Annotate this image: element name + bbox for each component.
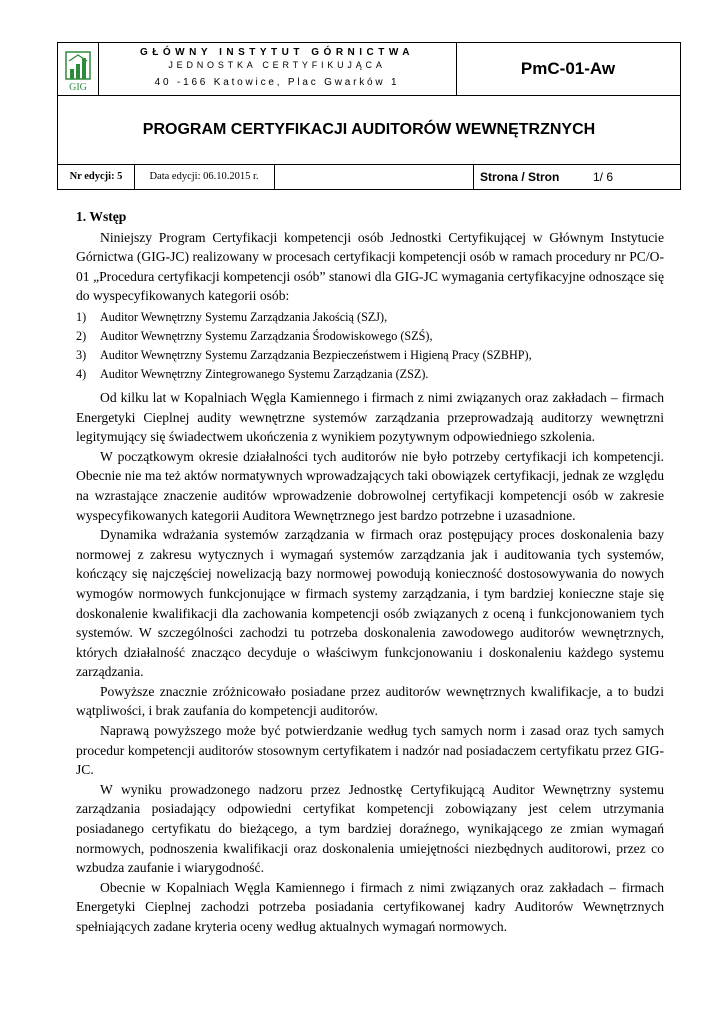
paragraph: Obecnie w Kopalniach Węgla Kamiennego i firmach z nimi związanych oraz zakładach – firmach Energetyki Cieplnej zachodzi potrzeba posiadania certyfikowanej kadry Auditorów Wewnętrznych spełniających zadane kryteria oceny według aktualnych wymagań normowych. [76,879,664,934]
paragraph: W wyniku prowadzonego nadzoru przez Jednostkę Certyfikującą Auditor Wewnętrzny systemu zarządzania posiadający odpowiedni certyfikat kompetencji zobowiązany jest celem utrzymania posiadanego certyfikatu do bieżącego, a tym bardziej doraźnego, wynikającego ze zmian wymagań normowych, podnoszenia kwalifikacji oraz doskonalenia umiejętności niezbędnych auditorowi, przez co wzbudza zaufanie i wiarygodność. [76,781,664,876]
edition-date: Data edycji: 06.10.2015 r. [134,164,275,189]
header-bottom-row [58,164,680,189]
paragraph: W początkowym okresie działalności tych auditorów nie było potrzeby certyfikacji ich kompetencji. Obecnie nie ma też aktów normatywnych wprowadzających taki obowiązek certyfikacji, jednak ze względu na wzrastające znaczenie auditów wprowadzenie dobrowolnej certyfikacji kompetencji osób w zakresie wyspecyfikowanych kategorii Auditora Wewnętrznego jest bardzo potrzebne i uzasadnione. [76,448,664,523]
list-item: 4) Auditor Wewnętrzny Zintegrowanego Systemu Zarządzania (ZSZ). [76,366,429,381]
intro-paragraph: Niniejszy Program Certyfikacji kompetencji osób Jednostki Certyfikującej w Głównym Instytucie Górnictwa (GIG-JC) realizowany w procesach certyfikacji kompetencji osób w ramach procedury nr PC/O-01 „Procedura certyfikacji kompetencji osób” stanowi dla GIG-JC wymagania certyfikacyjne odnoszące się do wyspecyfikowanych kategorii osób: [76,229,664,304]
institute-name: GŁÓWNY INSTYTUT GÓRNICTWA [140,47,414,58]
edition-number: Nr edycji: 5 [58,164,135,189]
document-body [76,207,664,937]
page-number: 1/ 6 [593,169,614,184]
unit-name: JEDNOSTKA CERTYFIKUJĄCA [168,60,386,70]
section-title: 1. Wstęp [76,209,127,224]
category-list [76,308,664,384]
document-header [57,42,681,190]
document-title: PROGRAM CERTYFIKACJI AUDITORÓW WEWNĘTRZNYCH [58,95,680,165]
page-label: Strona / Stron [480,169,560,184]
gig-logo [58,43,99,95]
svg-text:GIG: GIG [69,82,87,93]
header-top-row [58,43,680,96]
paragraph: Od kilku lat w Kopalniach Węgla Kamiennego i firmach z nimi związanych oraz zakładach – firmach Energetyki Cieplnej audity wewnętrzne systemów zarządzania przeprowadzają auditorzy wewnętrzni legitymujący się świadectwem ukończenia z wynikiem pozytywnym odpowiedniego szkolenia. [76,389,664,445]
document-code: PmC-01-Aw [520,59,616,78]
paragraph: Naprawą powyższego może być potwierdzanie według tych samych norm i zasad oraz tych samych procedur kompetencji auditorów stosownym certyfikatem i nadzór nad posiadaczem certyfikatu przez GIG-JC. [76,723,664,778]
paragraph: Powyższe znacznie zróżnicowało posiadane przez auditorów wewnętrznych kwalifikacje, a to budzi wątpliwości, i brak zaufania do kompetencji auditorów. [76,683,664,719]
list-item: 1) Auditor Wewnętrzny Systemu Zarządzania Jakością (SZJ), [76,309,388,324]
paragraph: Dynamika wdrażania systemów zarządzania w firmach oraz postępujący proces doskonalenia bazy normowej z zakresu wytycznych i wymagań systemów zarządzania jak i auditowania tych systemów, kończący się najczęściej nowelizacją bazy normowej powodują konieczność dostosowywania do nowych wymogów normowych funkcjonujące w firmach systemy zarządzania, i tym bardziej konieczne staje się doskonalenie kwalifikacji dla zachowania kompetencji osób związanych z oceną i funkcjonowaniem tych systemów. W szczególności zachodzi tu potrzeba doskonalenia zawodowego auditorów wewnętrznych, których działalność znacząco decyduje o właściwym funkcjonowaniu i doskonaleniu każdego systemu zarządzania. [76,527,664,680]
gig-logo-icon [58,43,98,95]
institute-address: 40 -166 Katowice, Plac Gwarków 1 [154,77,400,88]
institute-cell [98,43,457,95]
empty-cell [274,164,474,189]
list-item: 2) Auditor Wewnętrzny Systemu Zarządzania Środowiskowego (SZŚ), [76,328,433,343]
list-item: 3) Auditor Wewnętrzny Systemu Zarządzania Bezpieczeństwem i Higieną Pracy (SZBHP), [76,347,532,362]
